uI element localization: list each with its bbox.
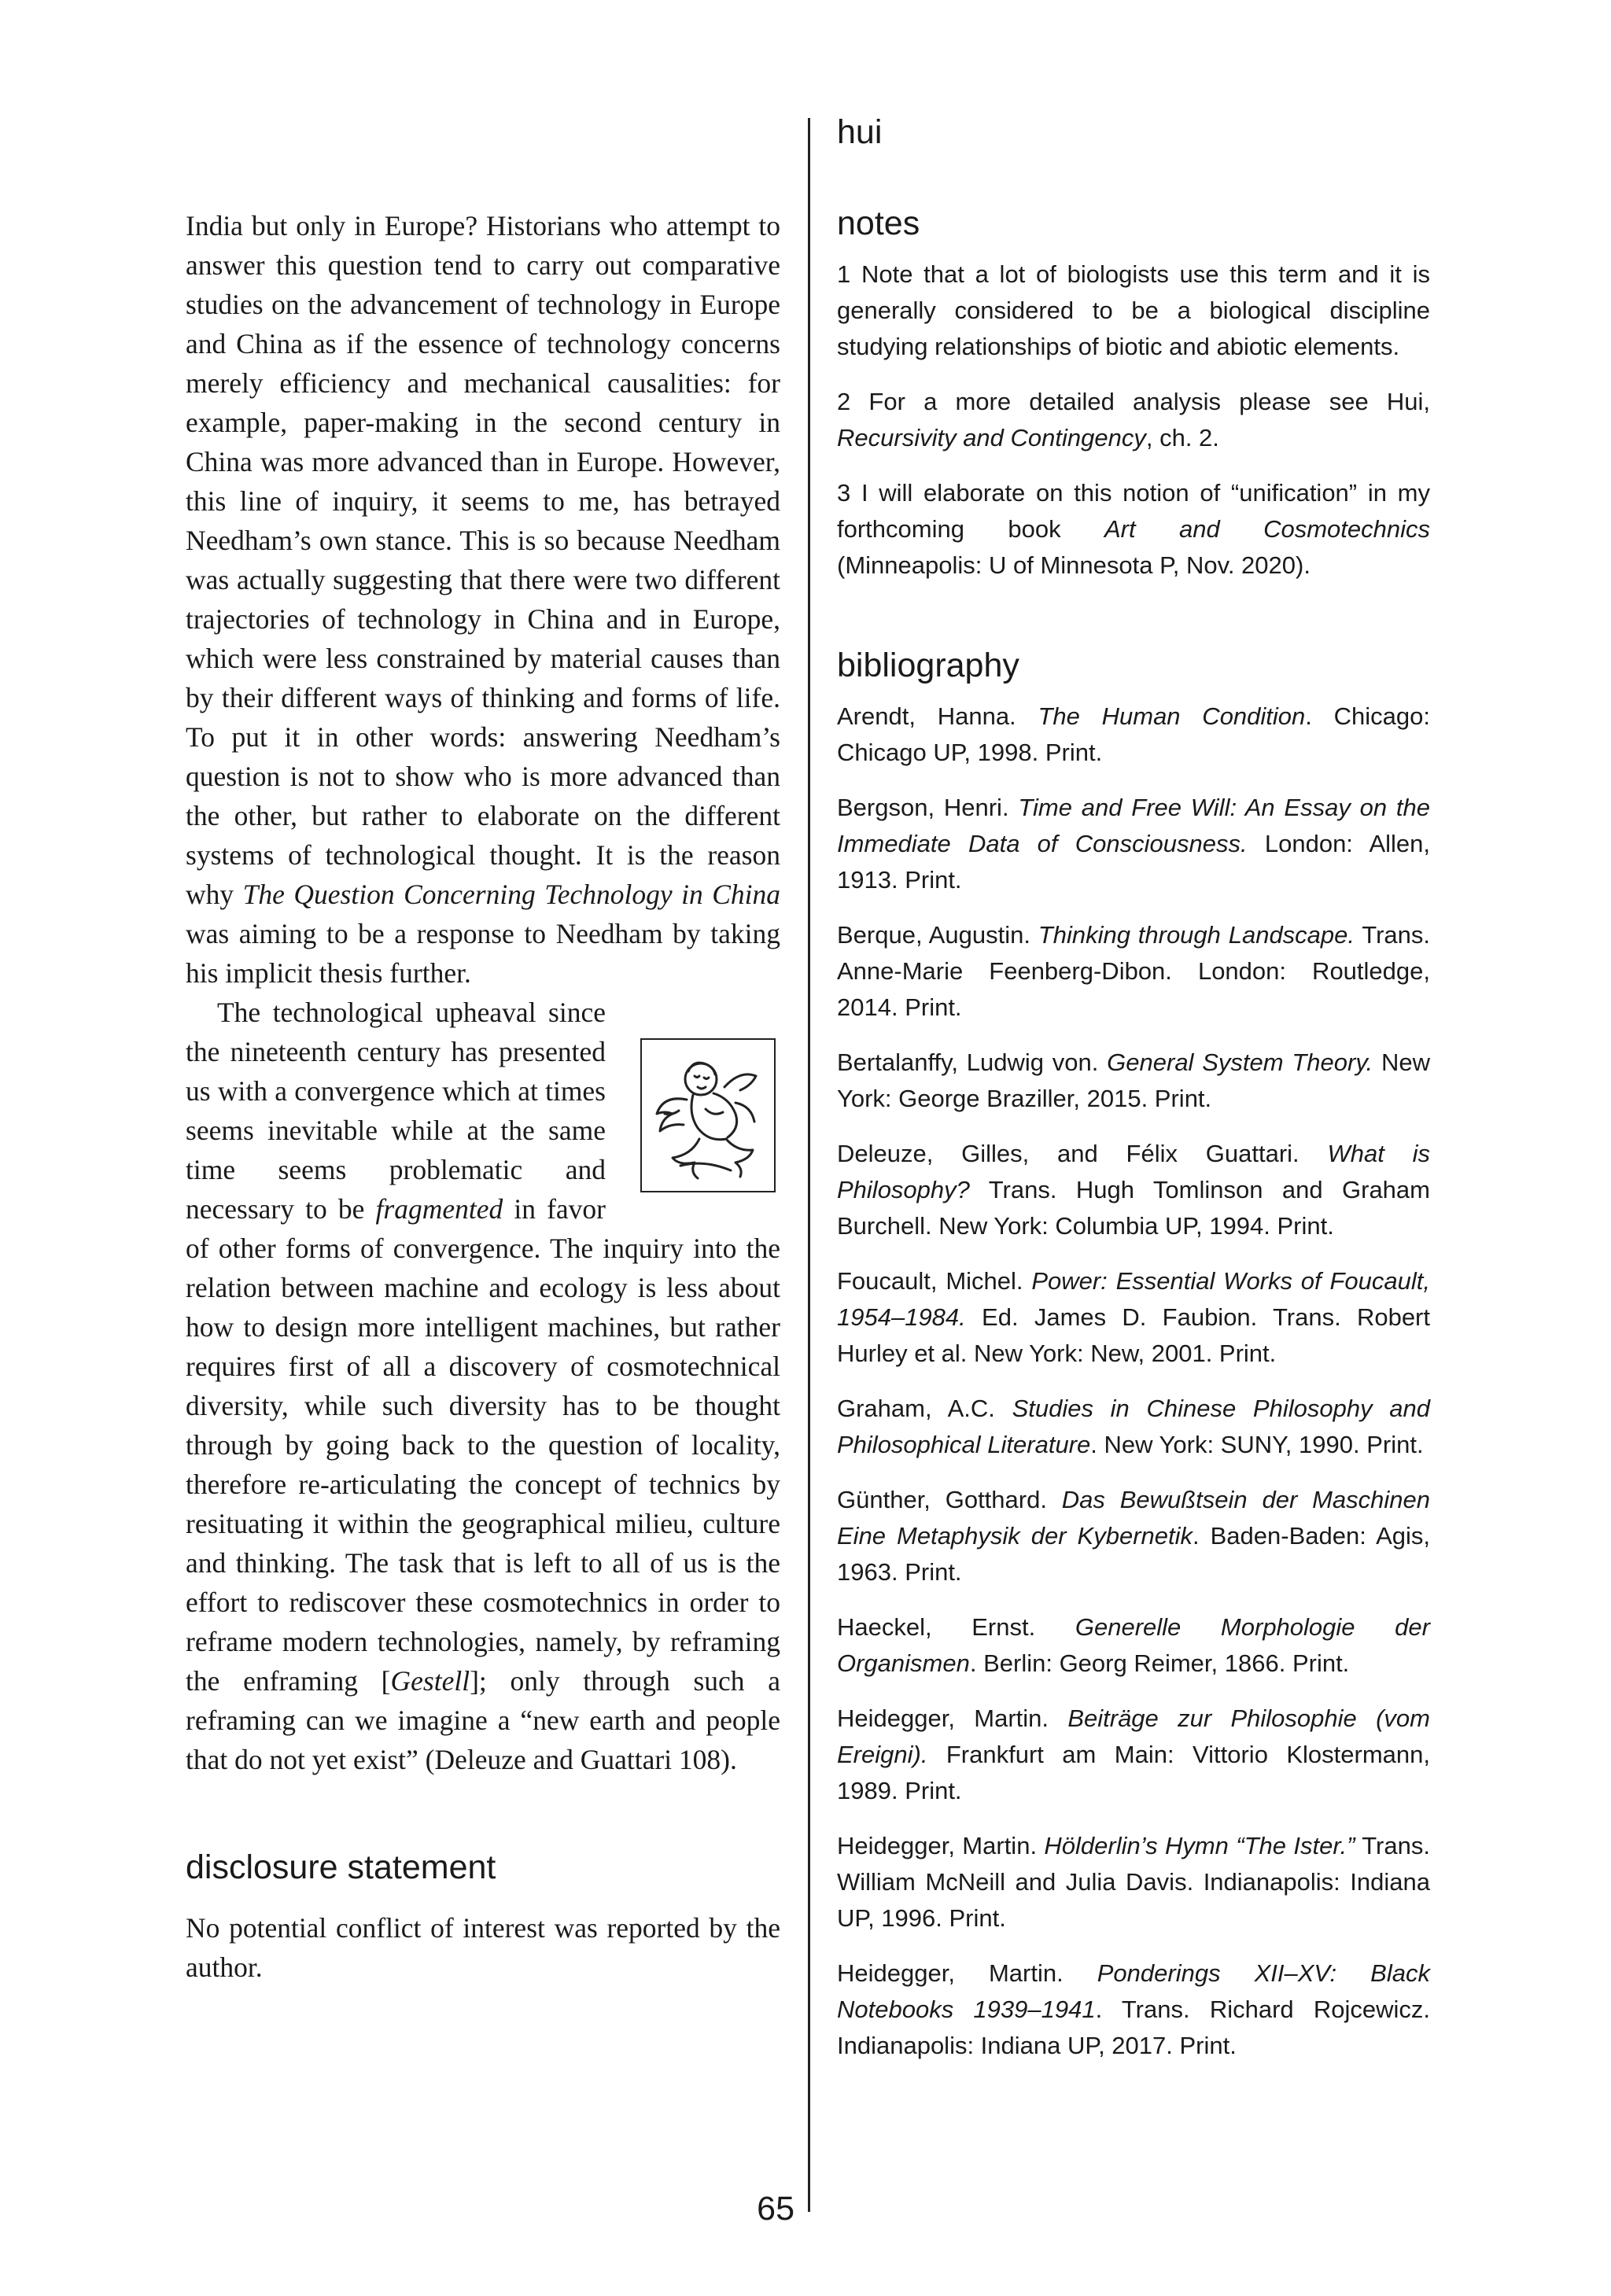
body-paragraph-2: The technological upheaval since the nineteenth century has presented us with a convergence which at times seems inevitable while at the same time seems problematic and necessary to be fragmented in favor of other forms of convergence. The inquiry into the relation between machine and ecology is less about how to design more intelligent machines, but rather requires first of all a discovery of cosmotechnical diversity, while such diversity has to be thought through by going back to the question of locality, therefore re-articulating the concept of technics by resituating it within the geographical milieu, culture and thinking. The task that is left to all of us is the effort to rediscover these cosmotechnics in order to reframe modern technologies, namely, by reframing the enframing [Gestell]; only through such a reframing can we imagine a “new earth and people that do not yet exist” (Deleuze and Guattari 108). — [186, 997, 781, 1775]
bibliography-entry: Graham, A.C. Studies in Chinese Philosophy and Philosophical Literature. New York: SUNY, 1990. Print. — [837, 1395, 1431, 1458]
notes-heading: notes — [837, 205, 920, 242]
notes-and-bibliography-column — [837, 201, 1430, 2083]
note-item: 3 I will elaborate on this notion of “unification” in my forthcoming book Art and Cosmotechnics (Minneapolis: U of Minnesota P, Nov. 2020). — [837, 479, 1430, 579]
note-item: 1 Note that a lot of biologists use this term and it is generally considered to be a biological discipline studying relationships of biotic and abiotic elements. — [837, 260, 1430, 360]
note-item: 2 For a more detailed analysis please see Hui, Recursivity and Contingency, ch. 2. — [837, 388, 1430, 451]
bibliography-heading: bibliography — [837, 647, 1019, 684]
main-text-column — [186, 206, 780, 1987]
disclosure-text: No potential conflict of interest was reported by the author. — [186, 1912, 780, 1983]
bibliography-entry: Deleuze, Gilles, and Félix Guattari. What is Philosophy? Trans. Hugh Tomlinson and Graham Burchell. New York: Columbia UP, 1994. Print. — [837, 1140, 1430, 1240]
bibliography-entry: Heidegger, Martin. Hölderlin’s Hymn “The Ister.” Trans. William McNeill and Julia Davis. Indianapolis: Indiana UP, 1996. Print. — [837, 1832, 1430, 1932]
bibliography-entry: Bertalanffy, Ludwig von. General System Theory. New York: George Braziller, 2015. Print. — [837, 1048, 1430, 1112]
bibliography-entry: Foucault, Michel. Power: Essential Works of Foucault, 1954–1984. Ed. James D. Faubion. Trans. Robert Hurley et al. New York: New, 2001. Print. — [837, 1267, 1430, 1367]
bibliography-list — [837, 698, 1430, 2064]
cherub-ornament-icon — [640, 1038, 776, 1192]
cherub-illustration — [649, 1048, 767, 1183]
running-head: hui — [837, 113, 883, 151]
bibliography-entry: Bergson, Henri. Time and Free Will: An Essay on the Immediate Data of Consciousness. London: Allen, 1913. Print. — [837, 794, 1430, 894]
page-number: 65 — [757, 2190, 794, 2228]
disclosure-heading: disclosure statement — [186, 1848, 496, 1886]
bibliography-entry: Günther, Gotthard. Das Bewußtsein der Maschinen Eine Metaphysik der Kybernetik. Baden-Baden: Agis, 1963. Print. — [837, 1486, 1430, 1586]
notes-list — [837, 256, 1430, 584]
bibliography-entry: Haeckel, Ernst. Generelle Morphologie der Organismen. Berlin: Georg Reimer, 1866. Print. — [837, 1613, 1430, 1677]
bibliography-entry: Berque, Augustin. Thinking through Landscape. Trans. Anne-Marie Feenberg-Dibon. London: Routledge, 2014. Print. — [837, 921, 1430, 1021]
bibliography-entry: Arendt, Hanna. The Human Condition. Chicago: Chicago UP, 1998. Print. — [837, 702, 1431, 766]
column-divider-rule — [808, 118, 810, 2212]
bibliography-entry: Heidegger, Martin. Ponderings XII–XV: Black Notebooks 1939–1941. Trans. Richard Rojcewicz. Indianapolis: Indiana UP, 2017. Print. — [837, 1959, 1431, 2059]
body-paragraph-1: India but only in Europe? Historians who attempt to answer this question tend to carry out comparative studies on the advancement of technology in Europe and China as if the essence of technology concerns merely efficiency and mechanical causalities: for example, paper-making in the second century in China was more advanced than in Europe. However, this line of inquiry, it seems to me, has betrayed Needham’s own stance. This is so because Needham was actually suggesting that there were two different trajectories of technology in China and in Europe, which were less constrained by material causes than by their different ways of thinking and forms of life. To put it in other words: answering Needham’s question is not to show who is more advanced than the other, but rather to elaborate on the different systems of technological thought. It is the reason why The Question Concerning Technology in China was aiming to be a response to Needham by taking his implicit thesis further. — [186, 210, 781, 989]
bibliography-entry: Heidegger, Martin. Beiträge zur Philosophie (vom Ereigni). Frankfurt am Main: Vittorio Klostermann, 1989. Print. — [837, 1704, 1430, 1804]
